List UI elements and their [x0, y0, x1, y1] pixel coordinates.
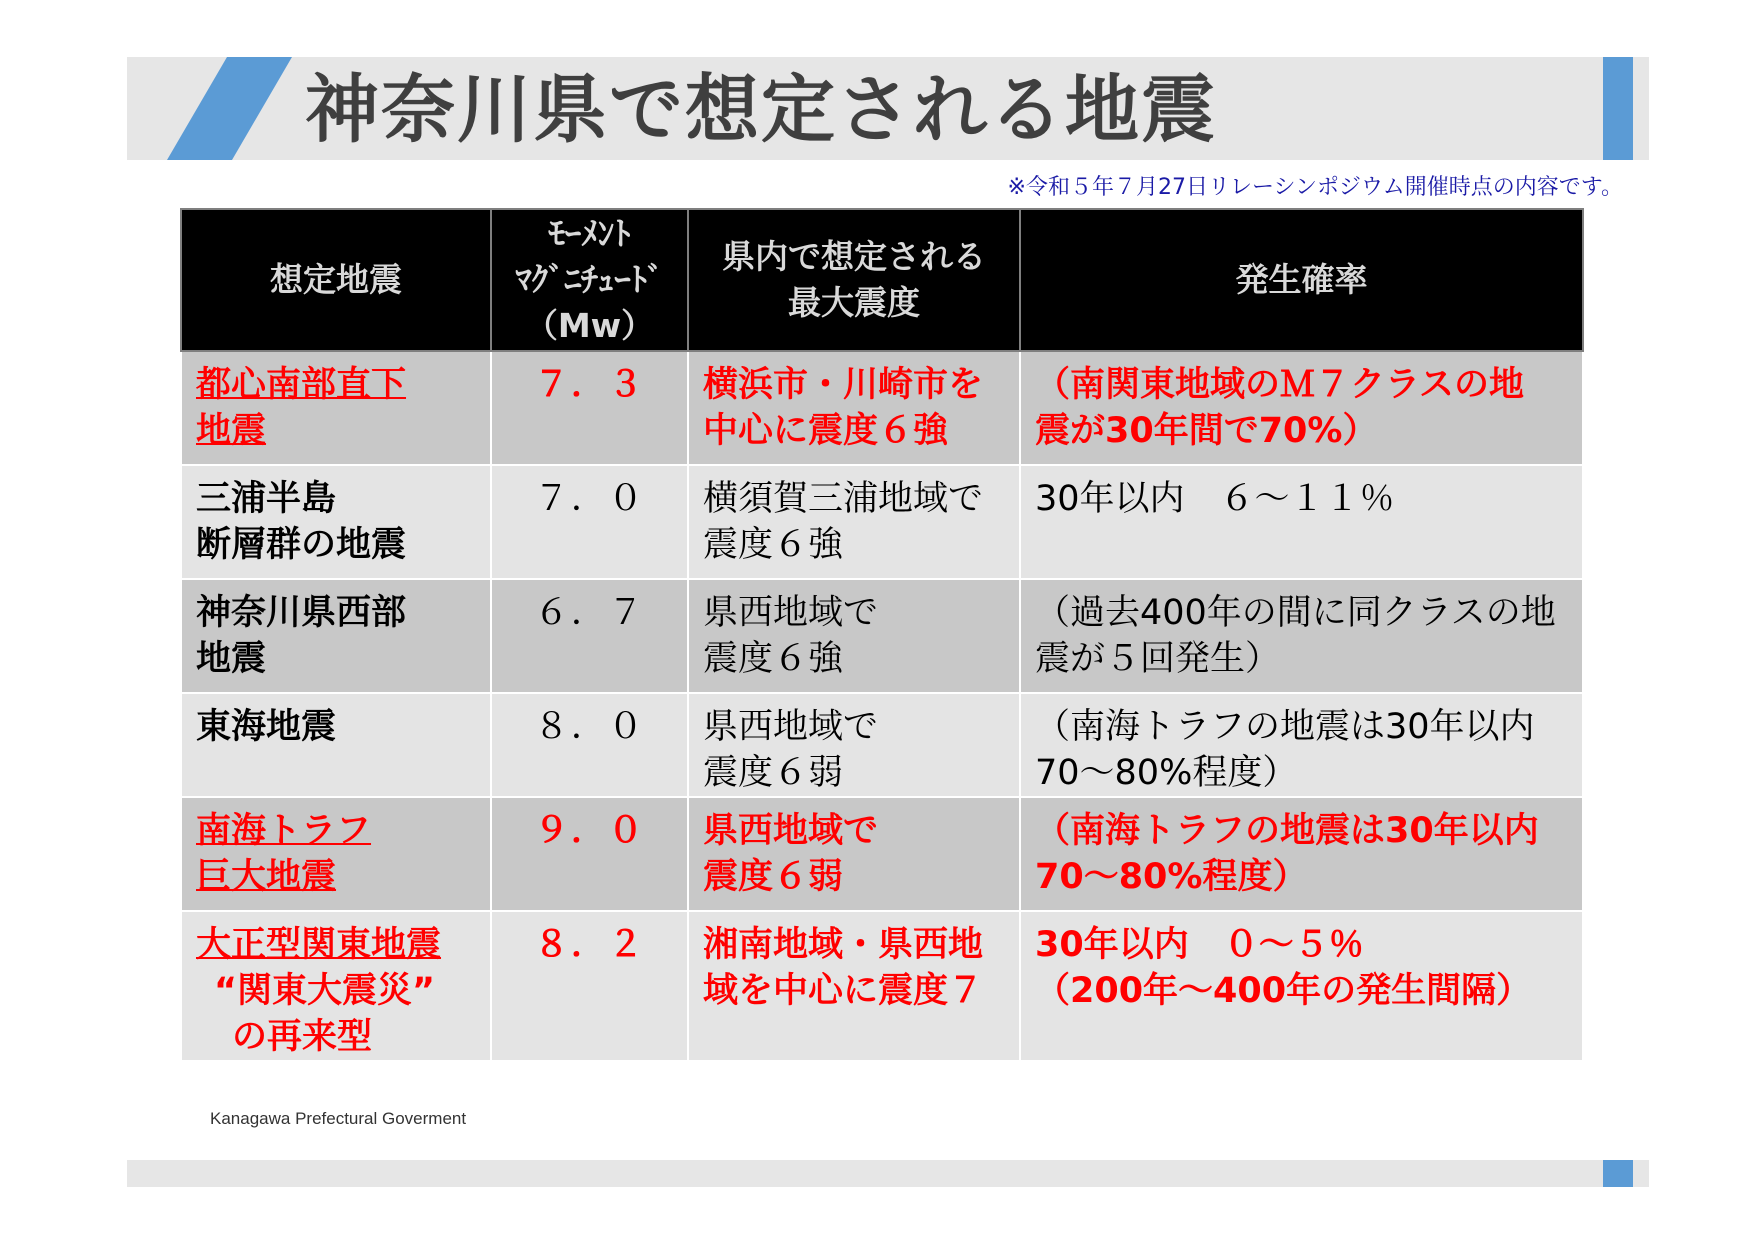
- probability-line1: 30年以内 ０～５％: [1035, 925, 1364, 965]
- quake-name-line1[interactable]: 都心南部直下: [196, 365, 407, 405]
- intensity-cell: [688, 693, 1020, 797]
- probability-cell: [1020, 351, 1583, 465]
- magnitude-cell: ６．７: [491, 579, 688, 693]
- header-intensity: [688, 209, 1020, 351]
- date-note: ※令和５年７月27日リレーシンポジウム開催時点の内容です。: [1007, 175, 1623, 200]
- title-accent-bar: [1603, 57, 1633, 160]
- header-mw-line3: （Mw）: [524, 306, 655, 345]
- probability-line2: 震が30年間で70%）: [1035, 411, 1378, 451]
- quake-name: [181, 465, 491, 579]
- table-row: [181, 465, 1583, 579]
- quake-name: [181, 911, 491, 1061]
- bottom-band: [127, 1160, 1649, 1187]
- header-mw-line2: ﾏｸﾞﾆﾁｭｰﾄﾞ: [515, 260, 664, 299]
- intensity-line1: 湘南地域・県西地: [703, 925, 984, 965]
- title-slash-decoration: [167, 57, 292, 160]
- header-name: 想定地震: [181, 209, 491, 351]
- table-row: [181, 797, 1583, 911]
- probability-line1: （南関東地域のＭ７クラスの地: [1035, 365, 1524, 405]
- quake-name: [181, 797, 491, 911]
- quake-name-line1: 東海地震: [196, 707, 337, 747]
- header-probability: 発生確率: [1020, 209, 1583, 351]
- magnitude-cell: ７．０: [491, 465, 688, 579]
- quake-name-line2: 地震: [196, 639, 267, 679]
- probability-line2: 震が５回発生）: [1035, 639, 1281, 679]
- quake-name: [181, 579, 491, 693]
- intensity-line1: 県西地域で: [703, 593, 879, 633]
- earthquake-table: [180, 208, 1584, 1062]
- intensity-line1: 県西地域で: [703, 811, 879, 851]
- probability-line1: （過去400年の間に同クラスの地: [1035, 593, 1556, 633]
- table-row: [181, 351, 1583, 465]
- quake-name-line3: の再来型: [232, 1017, 373, 1057]
- probability-line1: （南海トラフの地震は30年以内: [1035, 707, 1535, 747]
- quake-name-line1[interactable]: 南海トラフ: [196, 811, 372, 851]
- probability-line2: 70～80%程度）: [1035, 753, 1298, 793]
- header-intensity-line1: 県内で想定される: [722, 237, 986, 276]
- quake-name-line2: 断層群の地震: [196, 525, 407, 565]
- bottom-accent-bar: [1603, 1160, 1633, 1187]
- header-intensity-line2: 最大震度: [788, 283, 920, 322]
- table-header-row: [181, 209, 1583, 351]
- quake-name: [181, 351, 491, 465]
- probability-line1: （南海トラフの地震は30年以内: [1035, 811, 1539, 851]
- table-row: [181, 911, 1583, 1061]
- intensity-line2: 震度６強: [703, 525, 844, 565]
- quake-name: [181, 693, 491, 797]
- intensity-cell: [688, 579, 1020, 693]
- quake-name-line1[interactable]: 大正型関東地震: [196, 925, 442, 965]
- probability-cell: [1020, 579, 1583, 693]
- header-mw-line1: ﾓｰﾒﾝﾄ: [548, 214, 631, 253]
- probability-line2: 70～80%程度）: [1035, 857, 1308, 897]
- intensity-line2: 震度６弱: [703, 857, 844, 897]
- table-row: [181, 693, 1583, 797]
- header-magnitude: [491, 209, 688, 351]
- quake-name-line1: 三浦半島: [196, 479, 337, 519]
- intensity-line2: 中心に震度６強: [703, 411, 949, 451]
- probability-line1: 30年以内 ６～１１％: [1035, 479, 1395, 519]
- magnitude-cell: ８．２: [491, 911, 688, 1061]
- probability-cell: [1020, 693, 1583, 797]
- magnitude-cell: ９．０: [491, 797, 688, 911]
- quake-name-line2[interactable]: 巨大地震: [196, 857, 337, 897]
- intensity-line1: 横須賀三浦地域で: [703, 479, 984, 519]
- intensity-cell: [688, 797, 1020, 911]
- quake-name-line2: “関東大震災”: [214, 971, 436, 1011]
- intensity-line2: 震度６強: [703, 639, 844, 679]
- magnitude-cell: ７．３: [491, 351, 688, 465]
- magnitude-cell: ８．０: [491, 693, 688, 797]
- intensity-cell: [688, 911, 1020, 1061]
- probability-cell: [1020, 911, 1583, 1061]
- intensity-line2: 震度６弱: [703, 753, 844, 793]
- intensity-line1: 県西地域で: [703, 707, 879, 747]
- probability-line2: （200年～400年の発生間隔）: [1035, 971, 1532, 1011]
- probability-cell: [1020, 465, 1583, 579]
- intensity-line1: 横浜市・川崎市を: [703, 365, 984, 405]
- page-title: 神奈川県で想定される地震: [305, 67, 1217, 153]
- probability-cell: [1020, 797, 1583, 911]
- table-row: [181, 579, 1583, 693]
- quake-name-line1: 神奈川県西部: [196, 593, 407, 633]
- intensity-cell: [688, 351, 1020, 465]
- intensity-cell: [688, 465, 1020, 579]
- footer-credit: Kanagawa Prefectural Goverment: [210, 1109, 467, 1128]
- quake-name-line2[interactable]: 地震: [196, 411, 267, 451]
- intensity-line2: 域を中心に震度７: [703, 971, 984, 1011]
